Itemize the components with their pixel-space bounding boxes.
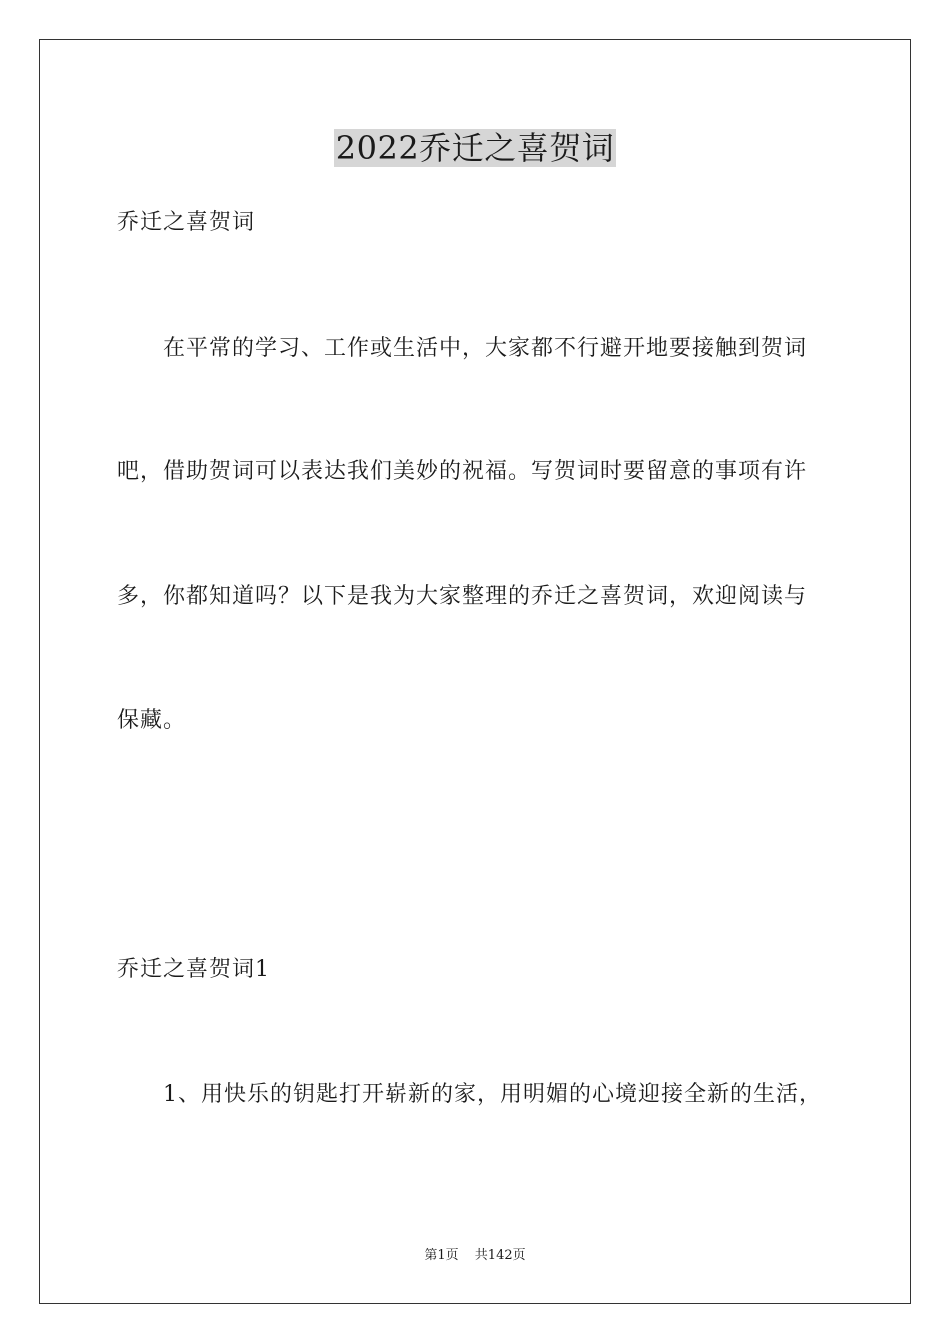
document-title-text: 2022乔迁之喜贺词 [335, 129, 615, 167]
page-footer [0, 1247, 950, 1265]
paragraph-line: 1、用快乐的钥匙打开崭新的家，用明媚的心境迎接全新的生活， [163, 1082, 822, 1107]
page-number: 第1页 [424, 1248, 459, 1263]
total-pages: 共142页 [474, 1248, 526, 1263]
document-title [0, 128, 950, 168]
paragraph-line: 在平常的学习、工作或生活中，大家都不行避开地要接触到贺词 [163, 336, 808, 361]
paragraph-line: 多，你都知道吗？以下是我为大家整理的乔迁之喜贺词，欢迎阅读与 [117, 584, 808, 609]
section-heading: 乔迁之喜贺词1 [117, 957, 270, 982]
paragraph-line: 保藏。 [117, 708, 187, 733]
document-subtitle: 乔迁之喜贺词 [117, 210, 256, 235]
paragraph-line: 吧，借助贺词可以表达我们美妙的祝福。写贺词时要留意的事项有许 [117, 459, 808, 484]
